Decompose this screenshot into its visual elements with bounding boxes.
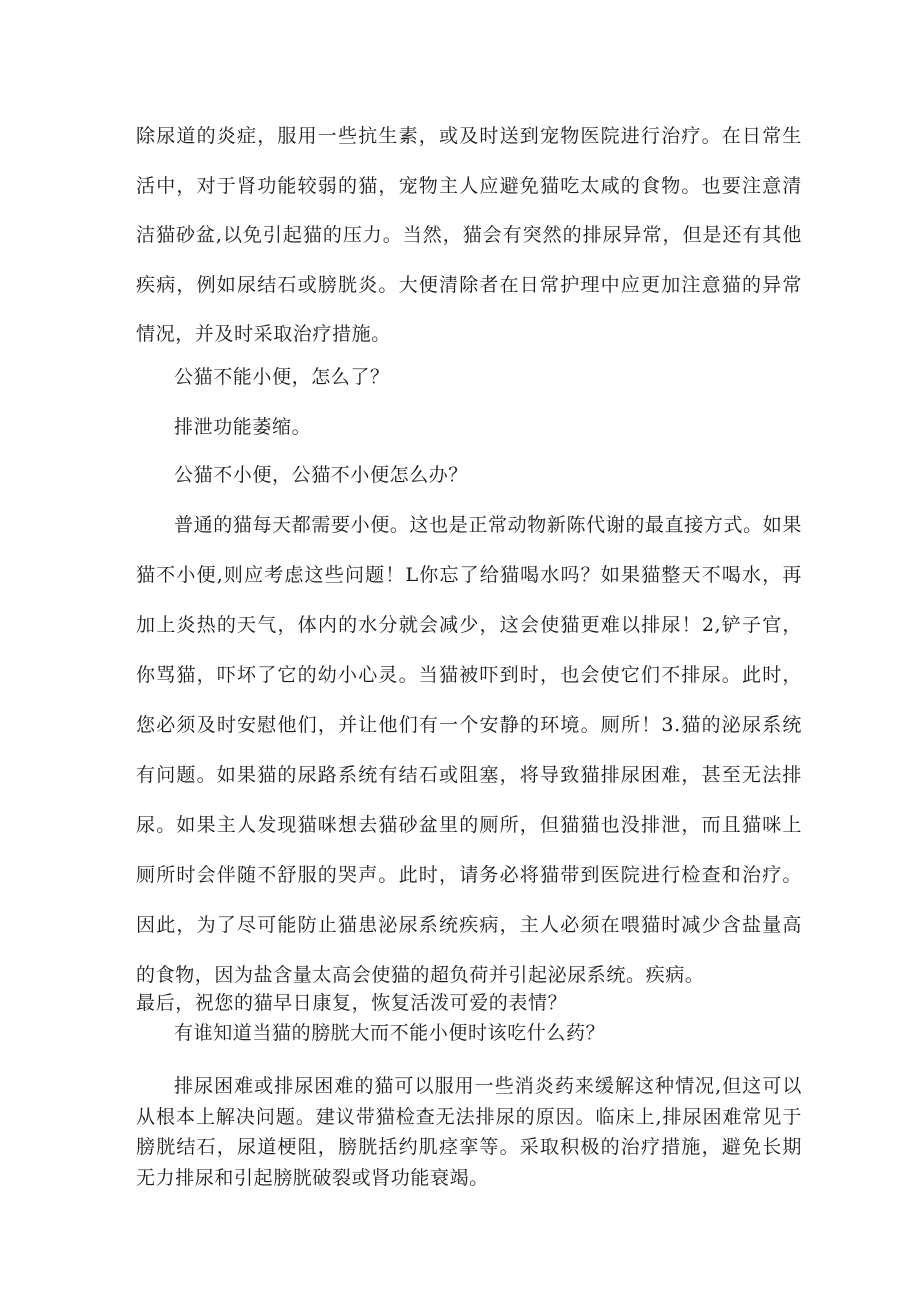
- paragraph-medicine-answer: 排尿困难或排尿困难的猫可以服用一些消炎药来缓解这种情况,但这可以从根本上解决问题。建议带猫检查无法排尿的原因。临床上,排尿困难常见于膀胱结石，尿道梗阻，膀胱括约肌痉挛等。采取积极的治疗措施，避免长期无力排尿和引起膀胱破裂或肾功能衰竭。: [136, 1075, 802, 1189]
- question-heading-what-to-do: 公猫不小便，公猫不小便怎么办？: [174, 464, 469, 486]
- paragraph-urinary-care: 除尿道的炎症，服用一些抗生素，或及时送到宠物医院进行治疗。在日常生活中，对于肾功能较弱的猫，宠物主人应避免猫吃太咸的食物。也要注意清洁猫砂盆,以免引起猫的压力。当然，猫会有突然的排尿异常，但是还有其他疾病，例如尿结石或膀胱炎。大便清除者在日常护理中应更加注意猫的异常情况，并及时采取治疗措施。: [136, 125, 802, 345]
- answer-line: 排泄功能萎缩。: [174, 416, 312, 438]
- paragraph-reasons: 普通的猫每天都需要小便。这也是正常动物新陈代谢的最直接方式。如果猫不小便,则应考虑这些问题！L你忘了给猫喝水吗？如果猫整天不喝水，再加上炎热的天气，体内的水分就会减少，这会使猫更难以排尿！2,铲子官，你骂猫，吓坏了它的幼小心灵。当猫被吓到时，也会使它们不排尿。此时，您必须及时安慰他们，并让他们有一个安静的环境。厕所！3.猫的泌尿系统有问题。如果猫的尿路系统有结石或阻塞，将导致猫排尿困难，甚至无法排尿。如果主人发现猫咪想去猫砂盆里的厕所，但猫猫也没排泄，而且猫咪上厕所时会伴随不舒服的哭声。此时，请务必将猫带到医院进行检查和治疗。因此，为了尽可能防止猫患泌尿系统疾病，主人必须在喂猫时减少含盐量高的食物，因为盐含量太高会使猫的超负荷并引起泌尿系统。疾病。: [136, 514, 802, 986]
- paragraph-closing-line: 最后，祝您的猫早日康复，恢复活泼可爱的表情？: [136, 992, 568, 1014]
- question-heading-medicine: 有谁知道当猫的膀胱大而不能小便时该吃什么药？: [174, 1022, 606, 1044]
- question-heading-male-cat: 公猫不能小便，怎么了？: [174, 366, 390, 388]
